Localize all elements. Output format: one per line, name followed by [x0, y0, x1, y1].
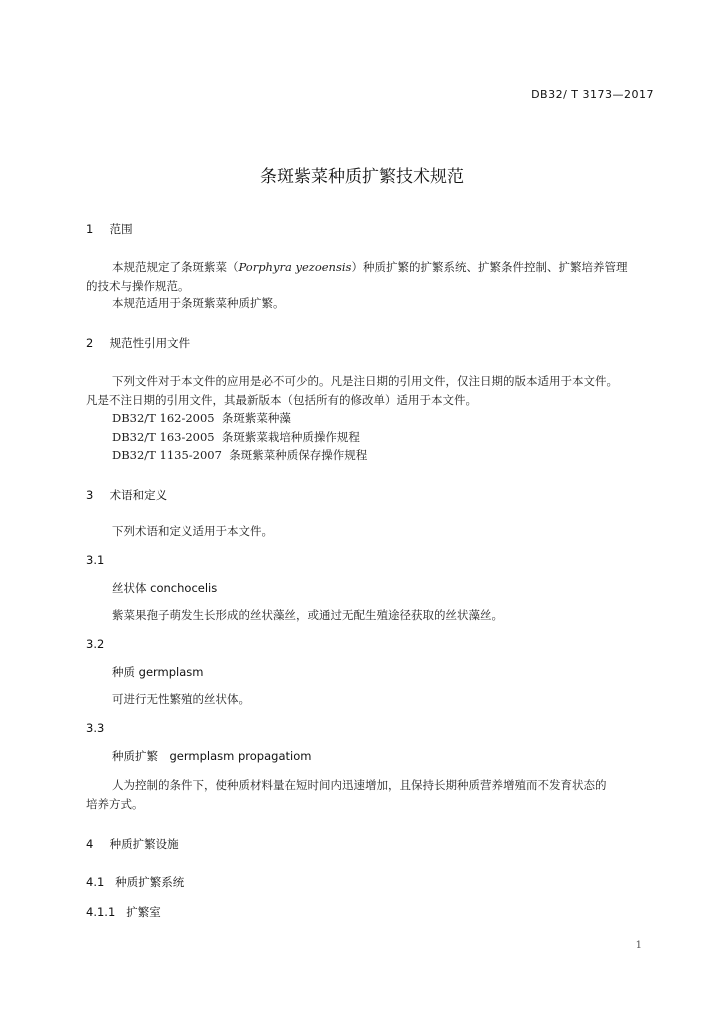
section-3-heading — [86, 487, 167, 503]
term-number: 3.1 — [86, 553, 105, 567]
section-title: 规范性引用文件 — [109, 336, 191, 350]
term-definition: 人为控制的条件下，使种质材料量在短时间内迅速增加，且保持长期种质营养增殖而不发育状态的 — [112, 778, 607, 792]
document-title: 条斑紫菜种质扩繁技术规范 — [260, 167, 464, 187]
section-4-heading — [86, 836, 179, 852]
reference-title: 条斑紫菜种藻 — [221, 411, 291, 425]
subsection-heading — [86, 874, 184, 890]
subsection-heading — [86, 904, 161, 920]
reference-code: DB32/T 162-2005 — [112, 411, 215, 425]
reference-code: DB32/T 1135-2007 — [112, 448, 222, 462]
text-segment: ）种质扩繁的扩繁系统、扩繁条件控制、扩繁培养管理 — [351, 260, 628, 274]
term-name: 种质扩繁 germplasm propagatiom — [112, 749, 312, 763]
reference-item — [112, 409, 291, 429]
reference-code: DB32/T 163-2005 — [112, 430, 215, 444]
reference-item — [112, 446, 367, 466]
term-definition: 可进行无性繁殖的丝状体。 — [112, 692, 250, 706]
term-number: 3.3 — [86, 721, 105, 735]
section-1-heading — [86, 221, 133, 237]
reference-title: 条斑紫菜栽培种质操作规程 — [221, 430, 360, 444]
section-title: 种质扩繁设施 — [109, 837, 179, 851]
term-name: 种质 germplasm — [112, 665, 204, 679]
reference-title: 条斑紫菜种质保存操作规程 — [229, 448, 368, 462]
term-name: 丝状体 conchocelis — [112, 581, 218, 595]
subsection-number: 4.1 — [86, 875, 105, 889]
section-title: 范围 — [109, 222, 133, 236]
reference-item — [112, 428, 360, 448]
section-number: 4 — [86, 837, 94, 851]
paragraph: 下列文件对于本文件的应用是必不可少的。凡是注日期的引用文件，仅注日期的版本适用于本文件。 — [112, 374, 618, 388]
latin-name: Porphyra yezoensis — [238, 260, 352, 274]
paragraph-continuation: 凡是不注日期的引用文件，其最新版本（包括所有的修改单）适用于本文件。 — [86, 393, 477, 407]
subsection-title: 种质扩繁系统 — [115, 875, 185, 889]
paragraph-continuation: 的技术与操作规范。 — [86, 279, 190, 293]
document-number: DB32/ T 3173—2017 — [531, 88, 654, 101]
section-title: 术语和定义 — [109, 488, 168, 502]
subsection-number: 4.1.1 — [86, 905, 116, 919]
paragraph: 下列术语和定义适用于本文件。 — [112, 524, 273, 538]
section-number: 2 — [86, 336, 94, 350]
text-segment: 本规范规定了条斑紫菜（ — [112, 260, 239, 274]
term-number: 3.2 — [86, 637, 105, 651]
subsection-title: 扩繁室 — [126, 905, 161, 919]
section-2-heading — [86, 335, 190, 351]
section-number: 3 — [86, 488, 94, 502]
term-definition-continuation: 培养方式。 — [86, 797, 144, 811]
page-number: 1 — [635, 940, 642, 951]
section-number: 1 — [86, 222, 94, 236]
paragraph: 本规范适用于条斑紫菜种质扩繁。 — [112, 296, 285, 310]
paragraph — [112, 258, 627, 278]
term-definition: 紫菜果孢子萌发生长形成的丝状藻丝，或通过无配生殖途径获取的丝状藻丝。 — [112, 608, 503, 622]
